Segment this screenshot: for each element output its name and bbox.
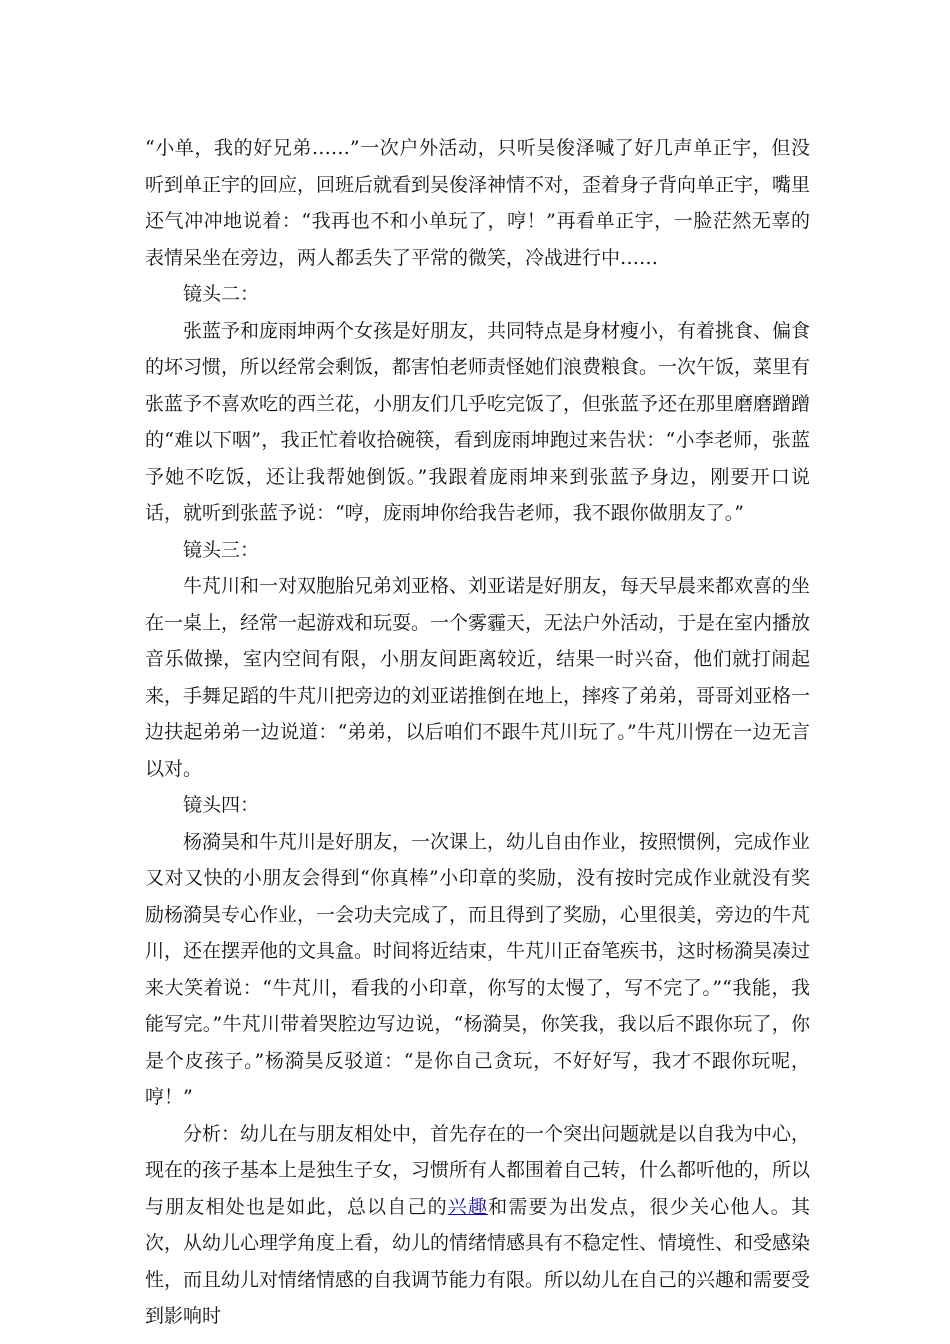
heading-shot-four: 镜头四： [183, 794, 260, 816]
paragraph-shot-three: 牛芃川和一对双胞胎兄弟刘亚格、刘亚诺是好朋友，每天早晨来都欢喜的坐在一桌上，经常一起游戏和玩耍。一个雾霾天，无法户外活动，于是在室内播放音乐做操，室内空间有限，小朋友间距离较近，结果一时兴奋，他们就打闹起来，手舞足蹈的牛芃川把旁边的刘亚诺推倒在地上，摔疼了弟弟，哥哥刘亚格一边扶起弟弟一边说道：“弟弟，以后咱们不跟牛芃川玩了。”牛芃川愣在一边无言以对。 [145, 575, 811, 780]
paragraph-analysis [145, 1116, 810, 1335]
paragraph-shot-two: 张蓝予和庞雨坤两个女孩是好朋友，共同特点是身材瘦小，有着挑食、偏食的坏习惯，所以经常会剩饭，都害怕老师责怪她们浪费粮食。一次午饭，菜里有张蓝予不喜欢吃的西兰花，小朋友们几乎吃完饭了，但张蓝予还在那里磨磨蹭蹭的“难以下咽”，我正忙着收拾碗筷，看到庞雨坤跑过来告状：“小李老师，张蓝予她不吃饭，还让我帮她倒饭。”我跟着庞雨坤来到张蓝予身边，刚要开口说话，就听到张蓝予说：“哼，庞雨坤你给我告老师，我不跟你做朋友了。” [145, 319, 811, 524]
paragraph-shot-four: 杨漪昊和牛芃川是好朋友，一次课上，幼儿自由作业，按照惯例，完成作业又对又快的小朋友会得到“你真棒”小印章的奖励，没有按时完成作业就没有奖励杨漪昊专心作业，一会功夫完成了，而且得到了奖励，心里很美，旁边的牛芃川，还在摆弄他的文具盒。时间将近结束，牛芃川正奋笔疾书，这时杨漪昊凑过来大笑着说：“牛芃川，看我的小印章，你写的太慢了，写不完了。”“我能，我能写完。”牛芃川带着哭腔边写边说，“杨漪昊，你笑我，我以后不跟你玩了，你是个皮孩子。”杨漪昊反驳道：“是你自己贪玩，不好好写，我才不跟你玩呢，哼！” [145, 830, 811, 1108]
heading-shot-three: 镜头三： [183, 538, 260, 561]
analysis-text-end: 和需要为出发点，很少关心他人。其次，从幼儿心理学角度上看，幼儿的情绪情感具有不稳定性、情境性、和受感染性，而且幼儿对情绪情感的自我调节能力有限。所以幼儿在自己的兴趣和需要受到影响时 [145, 1195, 811, 1327]
document-body [145, 130, 810, 1335]
paragraph-shot-one: “小单，我的好兄弟……”一次户外活动，只听吴俊泽喊了好几声单正宇，但没听到单正宇的回应，回班后就看到吴俊泽神情不对，歪着身子背向单正宇，嘴里还气冲冲地说着：“我再也不和小单玩了，哼！”再看单正宇，一脸茫然无辜的表情呆坐在旁边，两人都丢失了平常的微笑，冷战进行中…… [145, 137, 811, 269]
interest-link[interactable]: 兴趣 [447, 1195, 489, 1218]
analysis-text-start: 分析：幼儿在与朋友相处中，首先存在的一个突出问题就是以自我为中心，现在的孩子基本上是独生子女，习惯所有人都围着自己转，什么都听他的，所以与朋友相处也是如此，总以自己的 [145, 1122, 811, 1218]
heading-shot-two: 镜头二： [183, 283, 260, 305]
